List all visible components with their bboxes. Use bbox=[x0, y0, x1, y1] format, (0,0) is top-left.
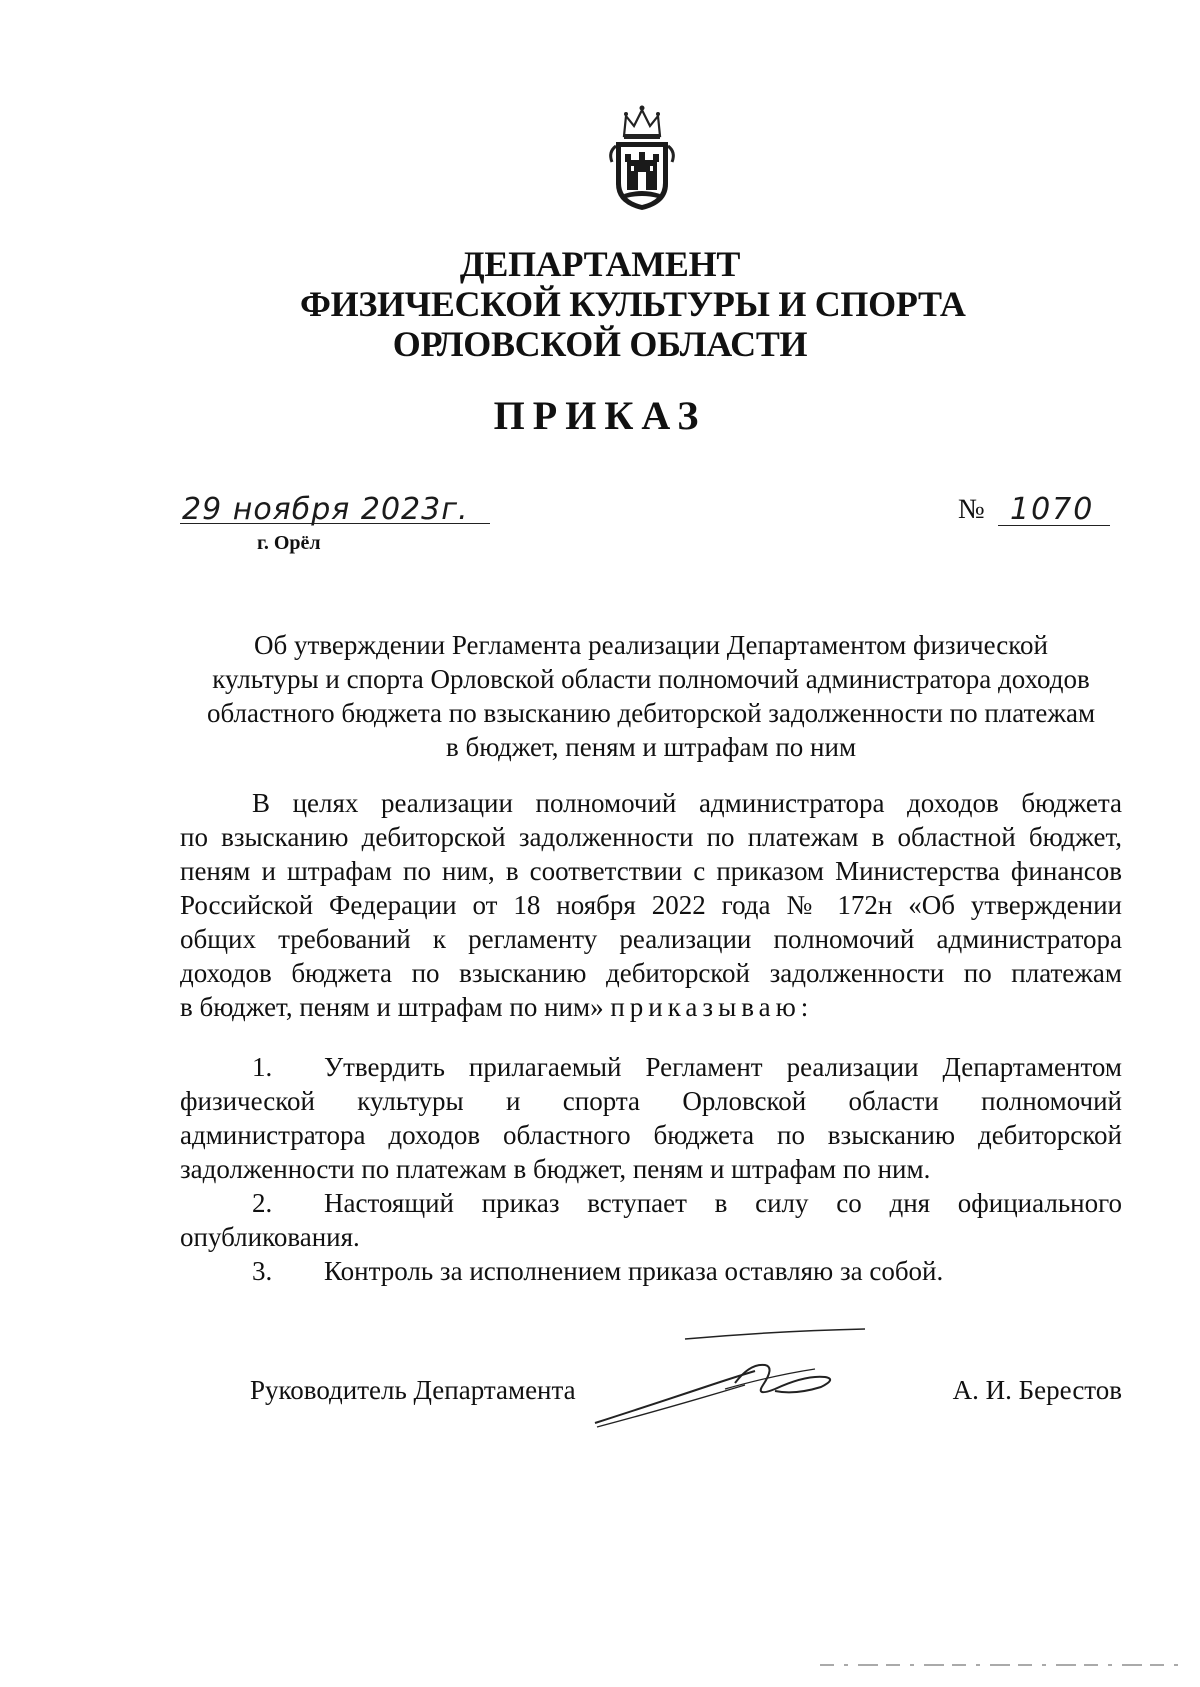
preamble-line: Российской Федерации от 18 ноября 2022 года № 172н «Об утверждении bbox=[180, 890, 1122, 920]
order-word: приказываю: bbox=[610, 992, 814, 1022]
preamble-paragraph bbox=[180, 786, 1122, 1024]
order-items bbox=[180, 1050, 1122, 1288]
subject-line: в бюджет, пеням и штрафам по ним bbox=[445, 732, 857, 762]
preamble-line: по взысканию дебиторской задолженности по платежам в областной бюджет, bbox=[180, 822, 1122, 852]
item-number: 2. bbox=[252, 1188, 273, 1218]
item-text: Контроль за исполнением приказа оставляю за собой. bbox=[324, 1256, 944, 1286]
item-number: 1. bbox=[252, 1052, 273, 1082]
order-item bbox=[180, 1254, 1122, 1288]
handwritten-number: 1070 bbox=[1010, 492, 1095, 527]
item-first-line bbox=[180, 1186, 1122, 1220]
city-label: г. Орёл bbox=[257, 532, 321, 554]
number-field bbox=[998, 492, 1110, 532]
number-underline bbox=[998, 525, 1110, 526]
signature-icon bbox=[575, 1327, 875, 1437]
signatory-name: А. И. Берестов bbox=[952, 1375, 1122, 1405]
signatory-position: Руководитель Департамента bbox=[250, 1375, 576, 1405]
item-line: администратора доходов областного бюджета по взысканию дебиторской bbox=[180, 1120, 1122, 1150]
date-field bbox=[180, 492, 490, 532]
scan-artifact bbox=[820, 1660, 1180, 1670]
order-item bbox=[180, 1186, 1122, 1254]
preamble-line: доходов бюджета по взысканию дебиторской задолженности по платежам bbox=[180, 958, 1122, 988]
order-subject bbox=[180, 628, 1122, 764]
subject-line: областного бюджета по взысканию дебиторской задолженности по платежам bbox=[206, 698, 1096, 728]
item-first-line bbox=[180, 1050, 1122, 1084]
preamble-line bbox=[180, 990, 1122, 1024]
item-number: 3. bbox=[252, 1256, 273, 1286]
preamble-line: пеням и штрафам по ним, в соответствии с приказом Министерства финансов bbox=[180, 856, 1122, 886]
department-line: ФИЗИЧЕСКОЙ КУЛЬТУРЫ И СПОРТА bbox=[300, 284, 966, 324]
handwritten-date: 29 ноября 2023г. bbox=[182, 492, 469, 527]
subject-line: Об утверждении Регламента реализации Департаментом физической bbox=[254, 630, 1048, 660]
item-line: задолженности по платежам в бюджет, пеням и штрафам по ним. bbox=[180, 1154, 931, 1184]
item-line: опубликования. bbox=[180, 1222, 360, 1252]
item-text: Настоящий приказ вступает в силу со дня официального bbox=[324, 1188, 1122, 1218]
department-line: ОРЛОВСКОЙ ОБЛАСТИ bbox=[392, 324, 808, 364]
order-item bbox=[180, 1050, 1122, 1186]
item-line: физической культуры и спорта Орловской области полномочий bbox=[180, 1086, 1122, 1116]
item-text: Утвердить прилагаемый Регламент реализации Департаментом bbox=[324, 1052, 1122, 1082]
coat-of-arms-icon bbox=[602, 102, 682, 214]
signature-block bbox=[180, 1375, 1122, 1435]
item-first-line bbox=[180, 1254, 1122, 1288]
preamble-last-text: в бюджет, пеням и штрафам по ним» bbox=[180, 992, 611, 1022]
subject-line: культуры и спорта Орловской области полномочий администратора доходов bbox=[212, 664, 1090, 694]
department-line: ДЕПАРТАМЕНТ bbox=[459, 244, 741, 284]
preamble-line: общих требований к регламенту реализации полномочий администратора bbox=[180, 924, 1122, 954]
number-label: № bbox=[958, 494, 985, 525]
preamble-line: В целях реализации полномочий администратора доходов бюджета bbox=[252, 788, 1122, 818]
date-underline bbox=[180, 523, 490, 524]
department-heading bbox=[300, 244, 966, 364]
document-type-title: ПРИКАЗ bbox=[493, 393, 707, 438]
